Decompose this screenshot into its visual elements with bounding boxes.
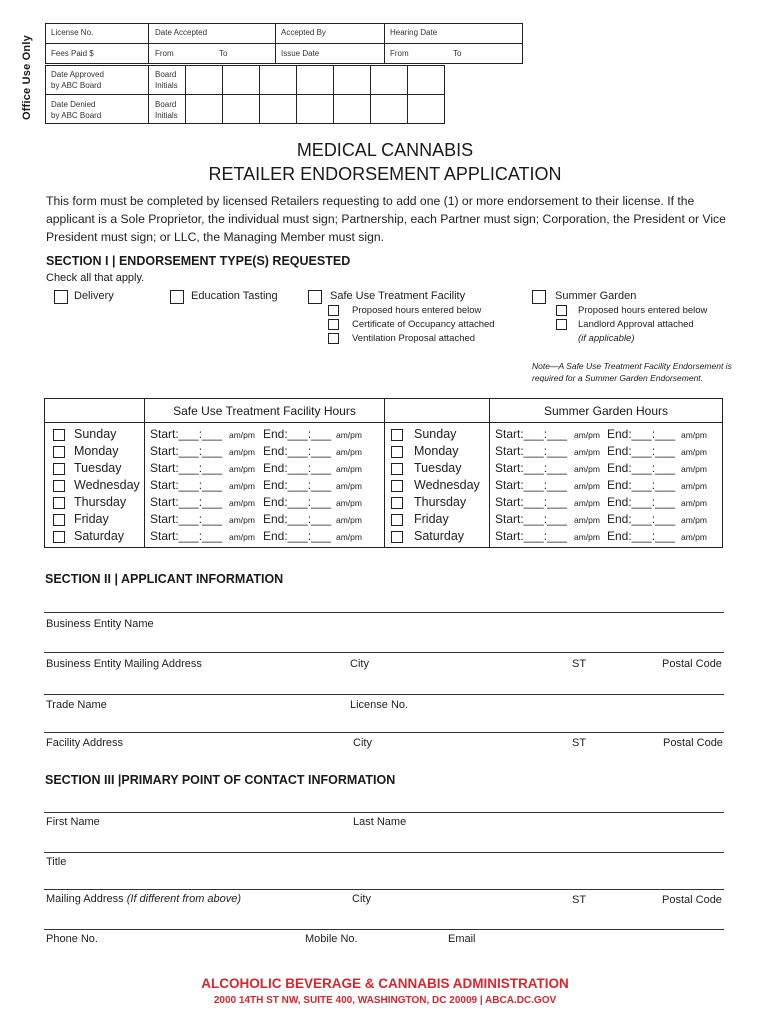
safe-end-ampm: am/pm: [336, 481, 362, 491]
summer-day-checkbox[interactable]: [391, 531, 403, 543]
to-label: To: [219, 49, 228, 58]
check-all-text: Check all that apply.: [46, 272, 145, 284]
summer-end-field[interactable]: End:___:___: [607, 444, 676, 458]
board-initials-cell-2: [148, 94, 186, 124]
education-tasting-label: Education Tasting: [191, 290, 278, 302]
initials-box[interactable]: [259, 65, 297, 95]
footer-agency: ALCOHOLIC BEVERAGE & CANNABIS ADMINISTRATION: [201, 976, 569, 991]
safe-use-checkbox[interactable]: [308, 290, 322, 304]
facility-address-label: Facility Address: [46, 737, 124, 749]
contact-city-label: City: [352, 893, 371, 905]
trade-name-line[interactable]: [44, 694, 724, 695]
initials-label: Initials: [155, 81, 178, 90]
summer-end-ampm: am/pm: [681, 481, 707, 491]
issue-date-cell[interactable]: [275, 43, 385, 64]
safe-hours-checkbox[interactable]: [328, 305, 339, 316]
date-accepted-label: Date Accepted: [155, 28, 208, 37]
initials-box[interactable]: [296, 65, 334, 95]
mailing-address-label: Business Entity Mailing Address: [46, 658, 202, 670]
summer-note: Note—A Safe Use Treatment Facility Endorsement is required for a Summer Garden Endorsement.: [532, 361, 732, 383]
summer-hours-label: Proposed hours entered below: [578, 305, 708, 316]
if-different-text: (If different from above): [126, 893, 242, 905]
summer-day-label: Monday: [414, 444, 459, 458]
date-denied-label: Date Denied: [51, 100, 96, 109]
safe-day-label: Monday: [74, 444, 119, 458]
summer-end-field[interactable]: End:___:___: [607, 427, 676, 441]
summer-start-ampm: am/pm: [574, 481, 600, 491]
safe-end-ampm: am/pm: [336, 532, 362, 542]
safe-start-ampm: am/pm: [229, 498, 255, 508]
summer-day-label: Sunday: [414, 427, 457, 441]
date-denied-cell[interactable]: [45, 94, 149, 124]
summer-end-ampm: am/pm: [681, 515, 707, 525]
ventilation-label: Ventilation Proposal attached: [352, 333, 476, 344]
mailing-address-text: Mailing Address: [46, 893, 124, 905]
safe-start-field[interactable]: Start:___:___: [150, 444, 223, 458]
initials-box[interactable]: [296, 94, 334, 124]
summer-start-field[interactable]: Start:___:___: [495, 512, 568, 526]
mailing-postal-label: Postal Code: [662, 658, 722, 670]
summer-start-field[interactable]: Start:___:___: [495, 444, 568, 458]
section-3-heading: SECTION III |PRIMARY POINT OF CONTACT INFORMATION: [45, 773, 396, 787]
office-use-label: Office Use Only: [21, 35, 33, 120]
initials-box[interactable]: [407, 65, 445, 95]
safe-hours-title-cell: [144, 398, 385, 423]
safe-end-field[interactable]: End:___:___: [263, 427, 332, 441]
summer-hours-title: Summer Garden Hours: [543, 404, 669, 418]
summer-day-checkbox[interactable]: [391, 480, 403, 492]
board-label: Board: [155, 70, 177, 79]
landlord-label: Landlord Approval attached: [578, 319, 694, 330]
hearing-from-to-cell[interactable]: [384, 43, 523, 64]
summer-end-field[interactable]: End:___:___: [607, 461, 676, 475]
from-label-2: From: [390, 49, 409, 58]
facility-city-label: City: [353, 737, 372, 749]
initials-box[interactable]: [407, 94, 445, 124]
trade-name-label: Trade Name: [46, 699, 107, 711]
safe-start-field[interactable]: Start:___:___: [150, 529, 223, 543]
license-no-label: License No.: [51, 28, 94, 37]
initials-box[interactable]: [222, 65, 260, 95]
safe-day-label: Thursday: [74, 495, 127, 509]
name-line[interactable]: [44, 812, 724, 813]
safe-day-label: Friday: [74, 512, 109, 526]
section-2-heading: SECTION II | APPLICANT INFORMATION: [45, 572, 284, 586]
safe-start-field[interactable]: Start:___:___: [150, 427, 223, 441]
summer-end-field[interactable]: End:___:___: [607, 512, 676, 526]
safe-day-checkbox[interactable]: [53, 497, 65, 509]
safe-start-field[interactable]: Start:___:___: [150, 495, 223, 509]
summer-day-checkbox[interactable]: [391, 446, 403, 458]
safe-hours-label: Proposed hours entered below: [352, 305, 482, 316]
title-line-1: MEDICAL CANNABIS: [296, 140, 474, 160]
initials-box[interactable]: [185, 94, 223, 124]
safe-end-field[interactable]: End:___:___: [263, 512, 332, 526]
title-line-2: RETAILER ENDORSEMENT APPLICATION: [208, 164, 562, 184]
safe-hours-title: Safe Use Treatment Facility Hours: [173, 404, 356, 418]
safe-end-field[interactable]: End:___:___: [263, 444, 332, 458]
summer-garden-checkbox[interactable]: [532, 290, 546, 304]
safe-day-checkbox[interactable]: [53, 480, 65, 492]
safe-start-ampm: am/pm: [229, 515, 255, 525]
safe-end-field[interactable]: End:___:___: [263, 495, 332, 509]
summer-end-ampm: am/pm: [681, 447, 707, 457]
safe-end-field[interactable]: End:___:___: [263, 478, 332, 492]
summer-start-field[interactable]: Start:___:___: [495, 529, 568, 543]
safe-end-ampm: am/pm: [336, 464, 362, 474]
footer-address: 2000 14TH ST NW, SUITE 400, WASHINGTON, DC 20009 | ABCA.DC.GOV: [213, 995, 557, 1006]
summer-day-checkbox[interactable]: [391, 497, 403, 509]
summer-start-ampm: am/pm: [574, 447, 600, 457]
phone-label: Phone No.: [46, 933, 98, 945]
summer-day-label: Wednesday: [414, 478, 480, 492]
facility-postal-label: Postal Code: [663, 737, 723, 749]
safe-end-ampm: am/pm: [336, 447, 362, 457]
delivery-checkbox[interactable]: [54, 290, 68, 304]
summer-start-field[interactable]: Start:___:___: [495, 478, 568, 492]
summer-end-ampm: am/pm: [681, 532, 707, 542]
contact-st-label: ST: [572, 894, 587, 906]
contact-mailing-label: [46, 893, 241, 905]
safe-end-field[interactable]: End:___:___: [263, 461, 332, 475]
initials-box[interactable]: [333, 65, 371, 95]
license-no-cell[interactable]: [45, 23, 149, 44]
summer-start-ampm: am/pm: [574, 430, 600, 440]
safe-use-label: Safe Use Treatment Facility: [330, 290, 466, 302]
safe-start-ampm: am/pm: [229, 481, 255, 491]
mailing-city-label: City: [350, 658, 369, 670]
safe-day-checkbox[interactable]: [53, 429, 65, 441]
summer-garden-label: Summer Garden: [555, 290, 637, 302]
safe-start-field[interactable]: Start:___:___: [150, 461, 223, 475]
initials-box[interactable]: [222, 94, 260, 124]
safe-start-ampm: am/pm: [229, 447, 255, 457]
board-initials-cell: [148, 65, 186, 95]
certificate-checkbox[interactable]: [328, 319, 339, 330]
title-line[interactable]: [44, 852, 724, 853]
safe-day-checkbox[interactable]: [53, 531, 65, 543]
accepted-by-cell[interactable]: [275, 23, 385, 44]
mailing-st-label: ST: [572, 658, 587, 670]
safe-day-checkbox[interactable]: [53, 463, 65, 475]
hours-header-mid-blank: [384, 398, 490, 423]
summer-end-field[interactable]: End:___:___: [607, 529, 676, 543]
business-name-line[interactable]: [44, 612, 724, 613]
summer-end-field[interactable]: End:___:___: [607, 495, 676, 509]
contact-title-label: Title: [46, 856, 67, 868]
safe-start-ampm: am/pm: [229, 430, 255, 440]
summer-start-ampm: am/pm: [574, 498, 600, 508]
safe-end-field[interactable]: End:___:___: [263, 529, 332, 543]
issue-date-label: Issue Date: [281, 49, 320, 58]
safe-start-field[interactable]: Start:___:___: [150, 478, 223, 492]
summer-start-ampm: am/pm: [574, 532, 600, 542]
date-denied-sub: by ABC Board: [51, 111, 102, 120]
last-name-label: Last Name: [353, 816, 407, 828]
summer-day-label: Saturday: [414, 529, 465, 543]
license-no-field-label: License No.: [350, 699, 409, 711]
ventilation-checkbox[interactable]: [328, 333, 339, 344]
initials-box[interactable]: [333, 94, 371, 124]
education-tasting-checkbox[interactable]: [170, 290, 184, 304]
initials-box[interactable]: [259, 94, 297, 124]
section-1-heading: SECTION I | ENDORSEMENT TYPE(S) REQUESTED: [46, 254, 351, 268]
hearing-date-label: Hearing Date: [390, 28, 438, 37]
contact-mailing-line[interactable]: [44, 889, 724, 890]
summer-day-checkbox[interactable]: [391, 429, 403, 441]
safe-day-checkbox[interactable]: [53, 514, 65, 526]
date-approved-cell[interactable]: [45, 65, 149, 95]
summer-end-field[interactable]: End:___:___: [607, 478, 676, 492]
facility-st-label: ST: [572, 737, 587, 749]
hearing-date-cell[interactable]: [384, 23, 523, 44]
summer-day-checkbox[interactable]: [391, 463, 403, 475]
summer-end-ampm: am/pm: [681, 430, 707, 440]
delivery-label: Delivery: [74, 290, 114, 302]
intro-paragraph: This form must be completed by licensed Retailers requesting to add one (1) or more endorsement to their license. If the applicant is a Sole Proprietor, the individual must sign; Partnership, each Partner must sign; Corporation, the President or Vice President must sign; or LLC, the Managing Member must sign.: [46, 194, 726, 244]
certificate-label: Certificate of Occupancy attached: [352, 319, 495, 330]
summer-day-label: Thursday: [414, 495, 467, 509]
phone-line[interactable]: [44, 929, 724, 930]
summer-start-ampm: am/pm: [574, 515, 600, 525]
if-applicable-text: (if applicable): [578, 333, 635, 344]
from-label: From: [155, 49, 174, 58]
initials-box[interactable]: [370, 94, 408, 124]
summer-end-ampm: am/pm: [681, 464, 707, 474]
mobile-label: Mobile No.: [305, 933, 358, 945]
safe-end-ampm: am/pm: [336, 498, 362, 508]
landlord-checkbox[interactable]: [556, 319, 567, 330]
summer-start-field[interactable]: Start:___:___: [495, 461, 568, 475]
contact-postal-label: Postal Code: [662, 894, 722, 906]
safe-day-label: Sunday: [74, 427, 117, 441]
safe-end-ampm: am/pm: [336, 430, 362, 440]
facility-address-line[interactable]: [44, 732, 724, 733]
summer-end-ampm: am/pm: [681, 498, 707, 508]
initials-box[interactable]: [185, 65, 223, 95]
hours-header-left-blank: [44, 398, 145, 423]
date-approved-label: Date Approved: [51, 70, 104, 79]
accepted-by-label: Accepted By: [281, 28, 326, 37]
summer-hours-title-cell: [489, 398, 723, 423]
safe-day-label: Tuesday: [74, 461, 122, 475]
to-label-2: To: [453, 49, 462, 58]
summer-start-ampm: am/pm: [574, 464, 600, 474]
fees-paid-label: Fees Paid $: [51, 49, 94, 58]
initials-label-2: Initials: [155, 111, 178, 120]
email-label: Email: [448, 933, 476, 945]
summer-hours-checkbox[interactable]: [556, 305, 567, 316]
mailing-address-line[interactable]: [44, 652, 724, 653]
board-label-2: Board: [155, 100, 177, 109]
initials-box[interactable]: [370, 65, 408, 95]
safe-start-ampm: am/pm: [229, 532, 255, 542]
safe-end-ampm: am/pm: [336, 515, 362, 525]
date-accepted-cell[interactable]: [148, 23, 276, 44]
business-name-label: Business Entity Name: [46, 618, 154, 630]
summer-start-field[interactable]: Start:___:___: [495, 427, 568, 441]
date-approved-sub: by ABC Board: [51, 81, 102, 90]
safe-start-field[interactable]: Start:___:___: [150, 512, 223, 526]
first-name-label: First Name: [46, 816, 100, 828]
summer-start-field[interactable]: Start:___:___: [495, 495, 568, 509]
safe-day-label: Saturday: [74, 529, 125, 543]
safe-day-label: Wednesday: [74, 478, 140, 492]
safe-day-checkbox[interactable]: [53, 446, 65, 458]
fees-paid-cell[interactable]: [45, 43, 149, 64]
summer-day-checkbox[interactable]: [391, 514, 403, 526]
summer-day-label: Friday: [414, 512, 449, 526]
from-to-cell[interactable]: [148, 43, 276, 64]
safe-start-ampm: am/pm: [229, 464, 255, 474]
summer-day-label: Tuesday: [414, 461, 462, 475]
